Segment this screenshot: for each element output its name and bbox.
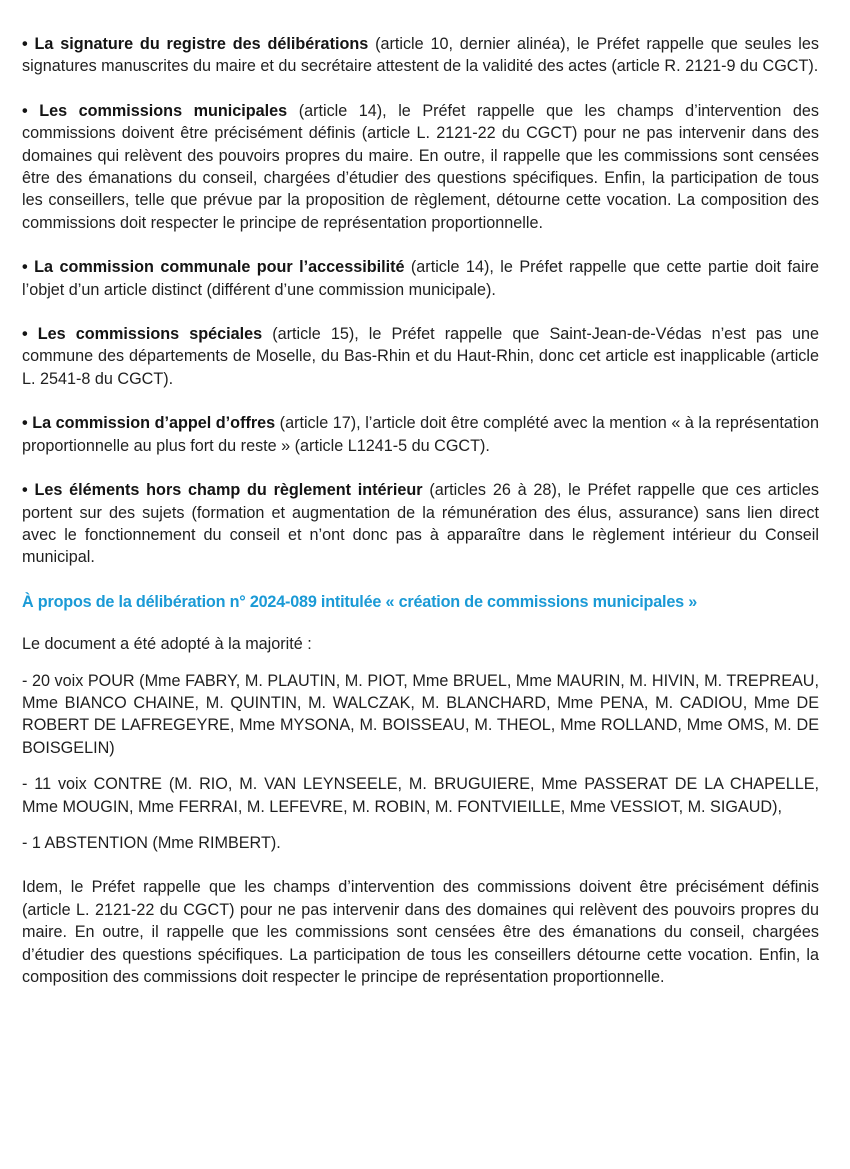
bullet-commissions-municipales [22, 100, 819, 234]
bullet-marker: • [22, 258, 28, 277]
bullet-title: La commission communale pour l’accessibilité [34, 258, 405, 277]
bullet-commission-appel-offres [22, 412, 819, 457]
conclusion-paragraph: Idem, le Préfet rappelle que les champs d’intervention des commissions doivent être précisément définis (article L. 2121-22 du CGCT) pour ne pas intervenir dans des domaines qui relèvent des pouvoirs propres du maire. En outre, il rappelle que les commissions sont censées être des émanations du conseil, chargées d’étudier des questions spécifiques. La participation de tous les conseillers détourne cette vocation. Enfin, la composition des commissions doit respecter le principe de représentation proportionnelle. [22, 878, 819, 986]
bullet-title: Les éléments hors champ du règlement intérieur [34, 481, 423, 500]
bullet-marker: • [22, 414, 28, 433]
bullet-text: (article 14), le Préfet rappelle que les champs d’intervention des commissions doivent être précisément définis (article L. 2121-22 du CGCT) pour ne pas intervenir dans des domaines qui relèvent des pouvoirs propres du maire. En outre, il rappelle que les commissions sont censées être des émanations du conseil, chargées d’étudier des questions spécifiques. Enfin, la participation de tous les conseillers, telle que prévue par la proposition de règlement, détourne cette vocation. La composition des commissions doit respecter le principe de représentation proportionnelle. [22, 101, 820, 232]
vote-contre: - 11 voix CONTRE (M. RIO, M. VAN LEYNSEELE, M. BRUGUIERE, Mme PASSERAT DE LA CHAPELLE, Mme MOUGIN, Mme FERRAI, M. LEFEVRE, M. ROBIN, M. FONTVIEILLE, Mme VESSIOT, M. SIGAUD), [22, 775, 819, 816]
bullet-text: (article 10, dernier alinéa), le Préfet rappelle que seules les signatures manuscrites du maire et du secrétaire attestent de la validité des actes (article R. 2121-9 du CGCT). [22, 35, 819, 76]
bullet-text: (article 15), le Préfet rappelle que Saint-Jean-de-Védas n’est pas une commune des départements de Moselle, du Bas-Rhin et du Haut-Rhin, donc cet article est inapplicable (article L. 2541-8 du CGCT). [22, 325, 820, 388]
bullet-text: (article 17), l’article doit être complété avec la mention « à la représentation proportionnelle au plus fort du reste » (article L1241-5 du CGCT). [22, 414, 819, 455]
bullet-title: La signature du registre des délibérations [34, 35, 369, 53]
bullet-text: (articles 26 à 28), le Préfet rappelle que ces articles portent sur des sujets (formation et augmentation de la rémunération des élus, assurance) sans lien direct avec le fonctionnement du conseil et n’ont donc pas à apparaître dans le règlement intérieur du Conseil municipal. [22, 481, 820, 567]
bullet-marker: • [22, 325, 28, 344]
bullet-title: La commission d’appel d’offres [32, 414, 276, 433]
bullet-signature-registre [22, 33, 819, 78]
bullet-commission-accessibilite [22, 256, 819, 301]
bullet-marker: • [22, 35, 28, 53]
section-heading: À propos de la délibération n° 2024-089 intitulée « création de commissions municipales » [22, 592, 698, 611]
bullet-marker: • [22, 101, 28, 120]
bullet-title: Les commissions municipales [39, 101, 288, 120]
bullet-text: (article 14), le Préfet rappelle que cette partie doit faire l’objet d’un article distinct (différent d’une commission municipale). [22, 258, 819, 299]
bullet-commissions-speciales [22, 323, 819, 390]
vote-abstention: - 1 ABSTENTION (Mme RIMBERT). [22, 833, 281, 852]
vote-pour: - 20 voix POUR (Mme FABRY, M. PLAUTIN, M. PIOT, Mme BRUEL, Mme MAURIN, M. HIVIN, M. TREPREAU, Mme BIANCO CHAINE, M. QUINTIN, M. WALCZAK, M. BLANCHARD, Mme PENA, M. CADIOU, Mme DE ROBERT DE LAFREGEYRE, Mme MYSONA, M. BOISSEAU, M. THEOL, Mme ROLLAND, Mme OMS, M. DE BOISGELIN) [22, 671, 819, 757]
bullet-marker: • [22, 481, 28, 500]
bullet-title: Les commissions spéciales [37, 325, 263, 344]
bullet-elements-hors-champ [22, 479, 819, 569]
adoption-intro: Le document a été adopté à la majorité : [22, 635, 312, 654]
